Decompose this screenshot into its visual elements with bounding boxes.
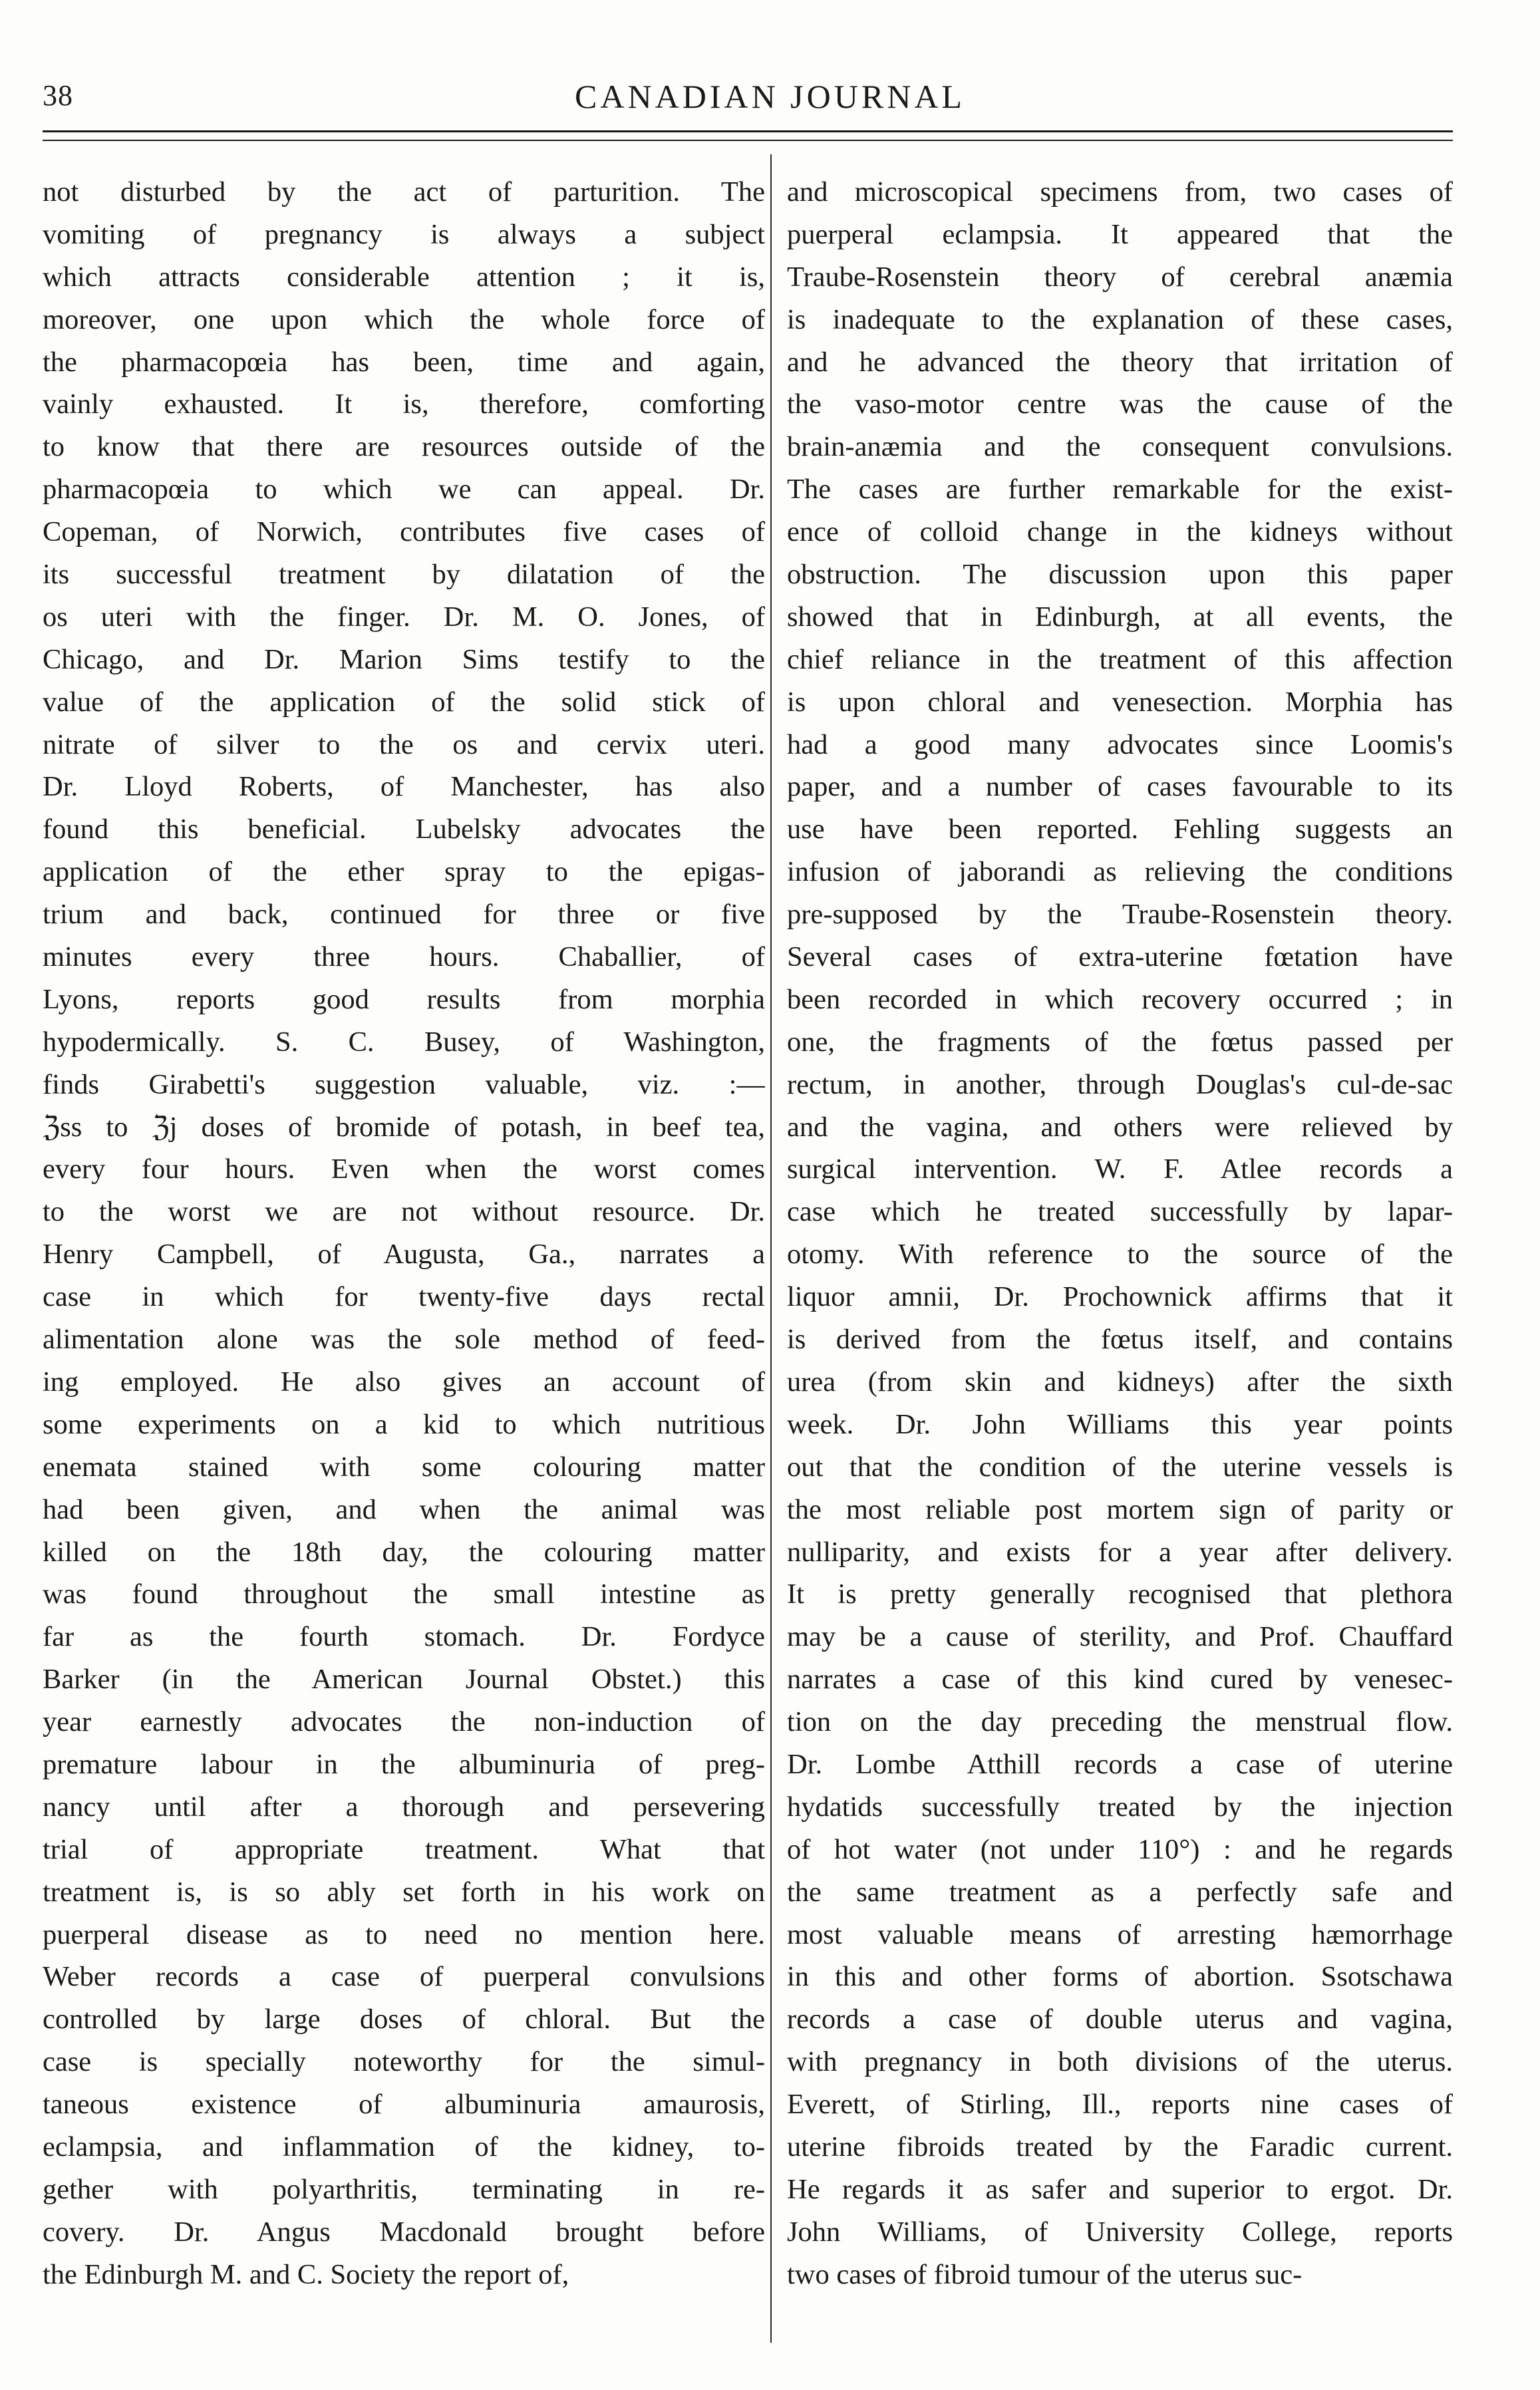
text-line: nancy until after a thorough and persevering [43,1791,765,1823]
text-line: may be a cause of sterility, and Prof. Chauffard [787,1621,1453,1653]
text-line: ℨss to ℨj doses of bromide of potash, in beef tea, [43,1111,765,1143]
header-rule [43,130,1453,132]
text-line: Everett, of Stirling, Ill., reports nine cases of [787,2089,1453,2121]
text-line: records a case of double uterus and vagina, [787,2004,1453,2035]
text-line: of hot water (not under 110°) : and he regards [787,1833,1453,1865]
text-line: the vaso-motor centre was the cause of the [787,388,1453,420]
text-line: pre-supposed by the Traube-Rosenstein theory. [787,899,1453,931]
right-column [787,171,1453,2296]
text-line: one, the fragments of the fœtus passed per [787,1026,1453,1058]
text-line: use have been reported. Fehling suggests an [787,814,1453,845]
text-line: nulliparity, and exists for a year after delivery. [787,1536,1453,1568]
text-line: out that the condition of the uterine vessels is [787,1451,1453,1483]
text-line: eclampsia, and inflammation of the kidney, to- [43,2131,765,2163]
text-line: to know that there are resources outside of the [43,431,765,463]
text-line: far as the fourth stomach. Dr. Fordyce [43,1621,765,1653]
text-line: trium and back, continued for three or five [43,899,765,931]
text-line: Barker (in the American Journal Obstet.) this [43,1664,765,1696]
text-line: Chicago, and Dr. Marion Sims testify to the [43,643,765,675]
text-line: brain-anæmia and the consequent convulsions. [787,431,1453,463]
text-line: chief reliance in the treatment of this affection [787,643,1453,675]
text-line: The cases are further remarkable for the exist- [787,474,1453,506]
text-line: rectum, in another, through Douglas's cul-de-sac [787,1068,1453,1100]
text-line: had been given, and when the animal was [43,1493,765,1525]
text-line: was found throughout the small intestine as [43,1578,765,1610]
text-line: puerperal disease as to need no mention here. [43,1918,765,1950]
text-line: os uteri with the finger. Dr. M. O. Jones, of [43,601,765,633]
column-divider [770,154,772,2343]
text-line: and microscopical specimens from, two cases of [787,176,1453,208]
text-line: two cases of fibroid tumour of the uterus suc- [787,2258,1303,2290]
text-line: enemata stained with some colouring matter [43,1451,765,1483]
text-line: in this and other forms of abortion. Ssotschawa [787,1961,1453,1993]
text-line: nitrate of silver to the os and cervix uteri. [43,728,765,760]
text-line: and the vagina, and others were relieved by [787,1111,1453,1143]
text-line: It is pretty generally recognised that plethora [787,1578,1453,1610]
text-line: case in which for twenty-five days rectal [43,1281,765,1313]
text-line: is derived from the fœtus itself, and contains [787,1324,1453,1356]
text-line: year earnestly advocates the non-induction of [43,1706,765,1738]
text-line: Henry Campbell, of Augusta, Ga., narrates a [43,1239,765,1270]
header-rule-double [43,140,1453,141]
text-line: its successful treatment by dilatation of the [43,559,765,591]
text-line: Several cases of extra-uterine fœtation have [787,941,1453,973]
text-line: John Williams, of University College, reports [787,2216,1453,2248]
text-line: premature labour in the albuminuria of preg- [43,1748,765,1780]
text-line: Copeman, of Norwich, contributes five cases of [43,516,765,548]
text-line: infusion of jaborandi as relieving the conditions [787,856,1453,888]
text-line: otomy. With reference to the source of the [787,1239,1453,1270]
text-line: He regards it as safer and superior to ergot. Dr. [787,2173,1453,2205]
text-line: case which he treated successfully by lapar- [787,1196,1453,1228]
text-line: finds Girabetti's suggestion valuable, viz. :— [43,1068,765,1100]
text-line: tion on the day preceding the menstrual flow. [787,1706,1453,1738]
text-line: the same treatment as a perfectly safe and [787,1876,1453,1908]
text-line: moreover, one upon which the whole force of [43,303,765,335]
text-line: Weber records a case of puerperal convulsions [43,1961,765,1993]
text-line: the Edinburgh M. and C. Society the report of, [43,2258,569,2290]
text-line: narrates a case of this kind cured by venesec- [787,1664,1453,1696]
text-line: showed that in Edinburgh, at all events, the [787,601,1453,633]
text-line: most valuable means of arresting hæmorrhage [787,1918,1453,1950]
text-line: week. Dr. John Williams this year points [787,1408,1453,1440]
text-line: controlled by large doses of chloral. But the [43,2004,765,2035]
text-line: hydatids successfully treated by the injection [787,1791,1453,1823]
text-line: pharmacopœia to which we can appeal. Dr. [43,474,765,506]
text-line: killed on the 18th day, the colouring matter [43,1536,765,1568]
text-line: treatment is, is so ably set forth in his work on [43,1876,765,1908]
text-line: vainly exhausted. It is, therefore, comforting [43,388,765,420]
text-line: vomiting of pregnancy is always a subject [43,218,765,250]
text-line: liquor amnii, Dr. Prochownick affirms that it [787,1281,1453,1313]
text-line: uterine fibroids treated by the Faradic current. [787,2131,1453,2163]
text-line: found this beneficial. Lubelsky advocates the [43,814,765,845]
page-number: 38 [43,79,73,112]
text-line: and he advanced the theory that irritation of [787,346,1453,378]
text-line: hypodermically. S. C. Busey, of Washington, [43,1026,765,1058]
running-head: CANADIAN JOURNAL [575,78,965,115]
text-line: minutes every three hours. Chaballier, of [43,941,765,973]
left-column [43,171,765,2296]
text-line: alimentation alone was the sole method of feed- [43,1324,765,1356]
text-line: covery. Dr. Angus Macdonald brought before [43,2216,765,2248]
text-line: to the worst we are not without resource. Dr. [43,1196,765,1228]
text-line: ence of colloid change in the kidneys without [787,516,1453,548]
text-line: had a good many advocates since Loomis's [787,728,1453,760]
text-line: Dr. Lombe Atthill records a case of uterine [787,1748,1453,1780]
text-line: case is specially noteworthy for the simul- [43,2046,765,2078]
text-line: Traube-Rosenstein theory of cerebral anæmia [787,261,1453,293]
text-line: Lyons, reports good results from morphia [43,983,765,1015]
text-line: is upon chloral and venesection. Morphia has [787,686,1453,718]
text-line: taneous existence of albuminuria amaurosis, [43,2089,765,2121]
text-line: value of the application of the solid stick of [43,686,765,718]
text-line: every four hours. Even when the worst comes [43,1153,765,1185]
text-line: some experiments on a kid to which nutritious [43,1408,765,1440]
text-line: not disturbed by the act of parturition. The [43,176,765,208]
text-line: with pregnancy in both divisions of the uterus. [787,2046,1453,2078]
text-line: puerperal eclampsia. It appeared that the [787,218,1453,250]
text-line: the most reliable post mortem sign of parity or [787,1493,1453,1525]
text-line: the pharmacopœia has been, time and again, [43,346,765,378]
text-line: trial of appropriate treatment. What that [43,1833,765,1865]
text-line: which attracts considerable attention ; it is, [43,261,765,293]
text-line: been recorded in which recovery occurred ; in [787,983,1453,1015]
text-line: is inadequate to the explanation of these cases, [787,303,1453,335]
text-line: gether with polyarthritis, terminating in re- [43,2173,765,2205]
text-line: Dr. Lloyd Roberts, of Manchester, has also [43,771,765,803]
text-line: ing employed. He also gives an account of [43,1366,765,1398]
text-line: obstruction. The discussion upon this paper [787,559,1453,591]
text-line: application of the ether spray to the epigas- [43,856,765,888]
text-line: urea (from skin and kidneys) after the sixth [787,1366,1453,1398]
text-line: surgical intervention. W. F. Atlee records a [787,1153,1453,1185]
text-line: paper, and a number of cases favourable to its [787,771,1453,803]
